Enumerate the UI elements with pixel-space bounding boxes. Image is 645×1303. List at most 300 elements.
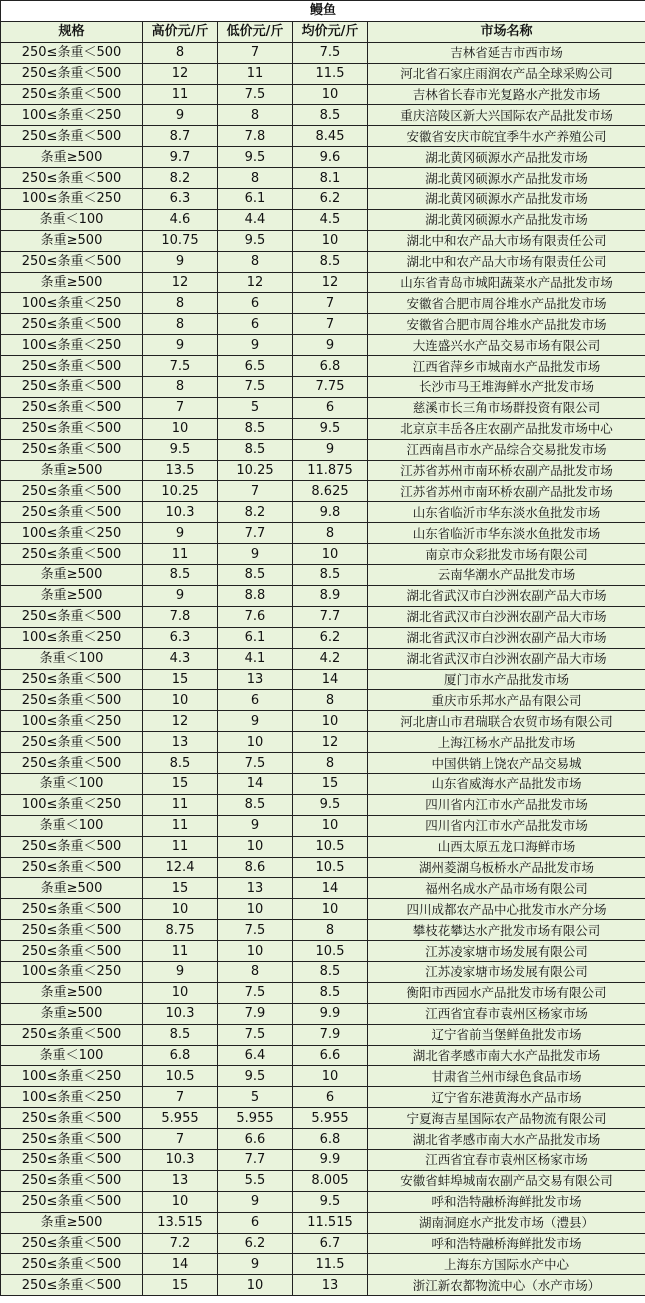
low-price-cell: 5 [218, 1087, 293, 1108]
avg-price-cell: 7 [293, 314, 368, 335]
table-row [1, 941, 645, 962]
market-name-cell: 山东省青岛市城阳蔬菜水产品批发市场 [368, 272, 645, 293]
table-row [1, 606, 645, 627]
table-row [1, 42, 645, 63]
table-row [1, 272, 645, 293]
avg-price-cell: 10 [293, 815, 368, 836]
market-name-cell: 湖北省武汉市白沙洲农副产品大市场 [368, 648, 645, 669]
table-row [1, 1024, 645, 1045]
market-name-cell: 云南华潮水产品批发市场 [368, 565, 645, 586]
low-price-cell: 7.5 [218, 377, 293, 398]
high-price-cell: 8.5 [143, 1024, 218, 1045]
high-price-cell: 8 [143, 314, 218, 335]
low-price-cell: 13 [218, 669, 293, 690]
spec-cell: 250≤条重＜500 [1, 857, 143, 878]
spec-cell: 250≤条重＜500 [1, 1191, 143, 1212]
avg-price-cell: 8.5 [293, 961, 368, 982]
low-price-cell: 8.8 [218, 585, 293, 606]
low-price-cell: 6.5 [218, 356, 293, 377]
spec-cell: 250≤条重＜500 [1, 356, 143, 377]
avg-price-cell: 15 [293, 773, 368, 794]
spec-cell: 250≤条重＜500 [1, 377, 143, 398]
high-price-cell: 7 [143, 397, 218, 418]
avg-price-cell: 10 [293, 1066, 368, 1087]
market-name-cell: 衡阳市西园水产品批发市场有限公司 [368, 982, 645, 1003]
high-price-cell: 14 [143, 1254, 218, 1275]
market-name-cell: 浙江新农都物流中心（水产市场） [368, 1275, 645, 1296]
high-price-cell: 4.6 [143, 209, 218, 230]
low-price-cell: 10 [218, 836, 293, 857]
table-row [1, 356, 645, 377]
avg-price-cell: 11.875 [293, 460, 368, 481]
avg-price-cell: 8.625 [293, 481, 368, 502]
market-name-cell: 慈溪市长三角市场群投资有限公司 [368, 397, 645, 418]
avg-price-cell: 8 [293, 753, 368, 774]
table-row [1, 794, 645, 815]
avg-price-cell: 9.8 [293, 502, 368, 523]
market-name-cell: 辽宁省东港黄海水产品市场 [368, 1087, 645, 1108]
table-row [1, 126, 645, 147]
spec-cell: 100≤条重＜250 [1, 794, 143, 815]
high-price-cell: 9.5 [143, 439, 218, 460]
low-price-cell: 8.6 [218, 857, 293, 878]
market-name-cell: 呼和浩特融桥海鲜批发市场 [368, 1191, 645, 1212]
spec-cell: 100≤条重＜250 [1, 711, 143, 732]
spec-cell: 250≤条重＜500 [1, 669, 143, 690]
table-row [1, 230, 645, 251]
avg-price-cell: 9.5 [293, 418, 368, 439]
spec-cell: 100≤条重＜250 [1, 189, 143, 210]
market-name-cell: 湖北黄冈硕源水产品批发市场 [368, 209, 645, 230]
market-name-cell: 重庆市乐邦水产品有限公司 [368, 690, 645, 711]
low-price-cell: 9.5 [218, 147, 293, 168]
low-price-cell: 6 [218, 314, 293, 335]
spec-cell: 250≤条重＜500 [1, 84, 143, 105]
high-price-cell: 7.2 [143, 1233, 218, 1254]
market-name-cell: 攀枝花攀达水产批发市场有限公司 [368, 920, 645, 941]
avg-price-cell: 9 [293, 439, 368, 460]
table-row [1, 690, 645, 711]
avg-price-cell: 9 [293, 335, 368, 356]
table-row [1, 168, 645, 189]
table-row [1, 1233, 645, 1254]
low-price-cell: 5.5 [218, 1170, 293, 1191]
avg-price-cell: 8.9 [293, 585, 368, 606]
low-price-cell: 10.25 [218, 460, 293, 481]
table-row [1, 544, 645, 565]
table-row [1, 857, 645, 878]
spec-cell: 250≤条重＜500 [1, 836, 143, 857]
high-price-cell: 12 [143, 63, 218, 84]
table-row [1, 63, 645, 84]
avg-price-cell: 12 [293, 732, 368, 753]
high-price-cell: 8.5 [143, 565, 218, 586]
spec-cell: 条重＜100 [1, 815, 143, 836]
spec-cell: 100≤条重＜250 [1, 627, 143, 648]
low-price-cell: 11 [218, 63, 293, 84]
high-price-cell: 6.3 [143, 189, 218, 210]
market-name-cell: 湖北黄冈硕源水产品批发市场 [368, 147, 645, 168]
avg-price-cell: 10.5 [293, 836, 368, 857]
avg-price-cell: 13 [293, 1275, 368, 1296]
table-row [1, 585, 645, 606]
market-name-cell: 上海江杨水产品批发市场 [368, 732, 645, 753]
spec-cell: 条重≥500 [1, 1212, 143, 1233]
table-row [1, 1108, 645, 1129]
high-price-cell: 8.7 [143, 126, 218, 147]
avg-price-cell: 10 [293, 711, 368, 732]
low-price-cell: 7.8 [218, 126, 293, 147]
market-name-cell: 湖州菱湖乌板桥水产品批发市场 [368, 857, 645, 878]
table-row [1, 1066, 645, 1087]
table-row [1, 1170, 645, 1191]
table-row [1, 335, 645, 356]
avg-price-cell: 11.5 [293, 63, 368, 84]
header-low-price: 低价元/斤 [218, 21, 293, 42]
table-row [1, 753, 645, 774]
spec-cell: 250≤条重＜500 [1, 502, 143, 523]
table-row [1, 502, 645, 523]
spec-cell: 250≤条重＜500 [1, 126, 143, 147]
low-price-cell: 9 [218, 1254, 293, 1275]
table-title: 鳗鱼 [1, 1, 645, 22]
avg-price-cell: 8 [293, 920, 368, 941]
avg-price-cell: 6.6 [293, 1045, 368, 1066]
spec-cell: 250≤条重＜500 [1, 418, 143, 439]
spec-cell: 250≤条重＜500 [1, 397, 143, 418]
table-row [1, 878, 645, 899]
table-row [1, 460, 645, 481]
avg-price-cell: 10 [293, 84, 368, 105]
spec-cell: 条重≥500 [1, 272, 143, 293]
low-price-cell: 8 [218, 961, 293, 982]
avg-price-cell: 10.5 [293, 857, 368, 878]
table-row [1, 251, 645, 272]
low-price-cell: 9.5 [218, 1066, 293, 1087]
market-name-cell: 河北省石家庄雨润农产品全球采购公司 [368, 63, 645, 84]
avg-price-cell: 9.9 [293, 1003, 368, 1024]
spec-cell: 条重＜100 [1, 648, 143, 669]
market-name-cell: 江西省宜春市袁州区杨家市场 [368, 1149, 645, 1170]
header-market-name: 市场名称 [368, 21, 645, 42]
market-name-cell: 厦门市水产品批发市场 [368, 669, 645, 690]
high-price-cell: 9.7 [143, 147, 218, 168]
market-name-cell: 福州名成水产品市场有限公司 [368, 878, 645, 899]
table-row [1, 1149, 645, 1170]
market-name-cell: 安徽省蚌埠城南农副产品交易有限公司 [368, 1170, 645, 1191]
avg-price-cell: 10 [293, 544, 368, 565]
market-name-cell: 湖北省武汉市白沙洲农副产品大市场 [368, 627, 645, 648]
high-price-cell: 12 [143, 272, 218, 293]
spec-cell: 100≤条重＜250 [1, 961, 143, 982]
high-price-cell: 5.955 [143, 1108, 218, 1129]
high-price-cell: 12 [143, 711, 218, 732]
high-price-cell: 7 [143, 1129, 218, 1150]
avg-price-cell: 10 [293, 230, 368, 251]
table-row [1, 627, 645, 648]
avg-price-cell: 5.955 [293, 1108, 368, 1129]
spec-cell: 250≤条重＜500 [1, 941, 143, 962]
spec-cell: 250≤条重＜500 [1, 251, 143, 272]
low-price-cell: 9 [218, 1191, 293, 1212]
avg-price-cell: 14 [293, 878, 368, 899]
avg-price-cell: 7.9 [293, 1024, 368, 1045]
spec-cell: 条重＜100 [1, 1045, 143, 1066]
avg-price-cell: 14 [293, 669, 368, 690]
low-price-cell: 7.7 [218, 523, 293, 544]
spec-cell: 250≤条重＜500 [1, 1254, 143, 1275]
spec-cell: 条重≥500 [1, 230, 143, 251]
low-price-cell: 8 [218, 105, 293, 126]
market-name-cell: 大连盛兴水产品交易市场有限公司 [368, 335, 645, 356]
low-price-cell: 8.5 [218, 565, 293, 586]
high-price-cell: 13 [143, 732, 218, 753]
avg-price-cell: 7.75 [293, 377, 368, 398]
high-price-cell: 15 [143, 773, 218, 794]
avg-price-cell: 7.5 [293, 42, 368, 63]
high-price-cell: 11 [143, 941, 218, 962]
market-name-cell: 湖北黄冈硕源水产品批发市场 [368, 189, 645, 210]
avg-price-cell: 8.5 [293, 565, 368, 586]
low-price-cell: 8 [218, 251, 293, 272]
table-row [1, 836, 645, 857]
high-price-cell: 11 [143, 544, 218, 565]
low-price-cell: 5 [218, 397, 293, 418]
high-price-cell: 10 [143, 1191, 218, 1212]
high-price-cell: 10.3 [143, 1149, 218, 1170]
spec-cell: 100≤条重＜250 [1, 523, 143, 544]
avg-price-cell: 8.5 [293, 251, 368, 272]
table-row [1, 397, 645, 418]
spec-cell: 250≤条重＜500 [1, 1170, 143, 1191]
table-row [1, 920, 645, 941]
avg-price-cell: 8.5 [293, 105, 368, 126]
spec-cell: 250≤条重＜500 [1, 481, 143, 502]
low-price-cell: 12 [218, 272, 293, 293]
high-price-cell: 13 [143, 1170, 218, 1191]
low-price-cell: 9 [218, 815, 293, 836]
table-row [1, 711, 645, 732]
high-price-cell: 11 [143, 84, 218, 105]
high-price-cell: 15 [143, 1275, 218, 1296]
market-name-cell: 长沙市马王堆海鲜水产批发市场 [368, 377, 645, 398]
market-name-cell: 湖北省武汉市白沙洲农副产品大市场 [368, 585, 645, 606]
table-row [1, 293, 645, 314]
spec-cell: 250≤条重＜500 [1, 1129, 143, 1150]
avg-price-cell: 8 [293, 690, 368, 711]
spec-cell: 250≤条重＜500 [1, 920, 143, 941]
market-name-cell: 江苏省苏州市南环桥农副产品批发市场 [368, 481, 645, 502]
avg-price-cell: 12 [293, 272, 368, 293]
table-row [1, 523, 645, 544]
spec-cell: 250≤条重＜500 [1, 1024, 143, 1045]
spec-cell: 250≤条重＜500 [1, 42, 143, 63]
market-name-cell: 湖北省孝感市南大水产品批发市场 [368, 1045, 645, 1066]
avg-price-cell: 11.5 [293, 1254, 368, 1275]
market-name-cell: 湖北中和农产品大市场有限责任公司 [368, 251, 645, 272]
market-name-cell: 北京京丰岳各庄农副产品批发市场中心 [368, 418, 645, 439]
spec-cell: 250≤条重＜500 [1, 1149, 143, 1170]
table-row [1, 565, 645, 586]
market-name-cell: 甘肃省兰州市绿色食品市场 [368, 1066, 645, 1087]
high-price-cell: 9 [143, 105, 218, 126]
market-name-cell: 中国供销上饶农产品交易城 [368, 753, 645, 774]
high-price-cell: 4.3 [143, 648, 218, 669]
market-name-cell: 宁夏海吉星国际农产品物流有限公司 [368, 1108, 645, 1129]
high-price-cell: 9 [143, 961, 218, 982]
avg-price-cell: 8.1 [293, 168, 368, 189]
high-price-cell: 6.8 [143, 1045, 218, 1066]
spec-cell: 250≤条重＜500 [1, 732, 143, 753]
table-row [1, 1254, 645, 1275]
spec-cell: 250≤条重＜500 [1, 544, 143, 565]
market-name-cell: 四川省内江市水产品批发市场 [368, 794, 645, 815]
low-price-cell: 8.5 [218, 418, 293, 439]
market-name-cell: 辽宁省前当堡鲜鱼批发市场 [368, 1024, 645, 1045]
avg-price-cell: 11.515 [293, 1212, 368, 1233]
table-row [1, 1129, 645, 1150]
high-price-cell: 8 [143, 293, 218, 314]
high-price-cell: 13.515 [143, 1212, 218, 1233]
high-price-cell: 9 [143, 585, 218, 606]
low-price-cell: 7.9 [218, 1003, 293, 1024]
market-name-cell: 吉林省长春市光复路水产批发市场 [368, 84, 645, 105]
table-title-row [1, 1, 645, 22]
market-name-cell: 江西省萍乡市城南水产品批发市场 [368, 356, 645, 377]
table-row [1, 1275, 645, 1296]
spec-cell: 100≤条重＜250 [1, 1087, 143, 1108]
high-price-cell: 7.8 [143, 606, 218, 627]
table-row [1, 899, 645, 920]
table-row [1, 377, 645, 398]
low-price-cell: 10 [218, 1275, 293, 1296]
high-price-cell: 15 [143, 669, 218, 690]
table-row [1, 1003, 645, 1024]
avg-price-cell: 10.5 [293, 941, 368, 962]
table-row [1, 1087, 645, 1108]
high-price-cell: 8.5 [143, 753, 218, 774]
avg-price-cell: 9.9 [293, 1149, 368, 1170]
spec-cell: 条重≥500 [1, 1003, 143, 1024]
table-row [1, 418, 645, 439]
low-price-cell: 7.7 [218, 1149, 293, 1170]
market-name-cell: 湖北中和农产品大市场有限责任公司 [368, 230, 645, 251]
avg-price-cell: 4.2 [293, 648, 368, 669]
market-name-cell: 山东省威海水产品批发市场 [368, 773, 645, 794]
table-row [1, 481, 645, 502]
low-price-cell: 10 [218, 941, 293, 962]
table-row [1, 189, 645, 210]
low-price-cell: 14 [218, 773, 293, 794]
low-price-cell: 9 [218, 711, 293, 732]
table-row [1, 209, 645, 230]
spec-cell: 100≤条重＜250 [1, 105, 143, 126]
table-row [1, 147, 645, 168]
spec-cell: 条重≥500 [1, 982, 143, 1003]
avg-price-cell: 6 [293, 1087, 368, 1108]
high-price-cell: 11 [143, 815, 218, 836]
low-price-cell: 10 [218, 899, 293, 920]
table-row [1, 84, 645, 105]
market-name-cell: 吉林省延吉市西市场 [368, 42, 645, 63]
high-price-cell: 13.5 [143, 460, 218, 481]
low-price-cell: 6 [218, 1212, 293, 1233]
market-name-cell: 河北唐山市君瑞联合农贸市场有限公司 [368, 711, 645, 732]
spec-cell: 250≤条重＜500 [1, 1233, 143, 1254]
low-price-cell: 6.1 [218, 627, 293, 648]
spec-cell: 条重≥500 [1, 585, 143, 606]
low-price-cell: 8.2 [218, 502, 293, 523]
header-row [1, 21, 645, 42]
low-price-cell: 7.5 [218, 84, 293, 105]
table-row [1, 1212, 645, 1233]
avg-price-cell: 9.6 [293, 147, 368, 168]
market-name-cell: 江西南昌市水产品综合交易批发市场 [368, 439, 645, 460]
high-price-cell: 6.3 [143, 627, 218, 648]
market-name-cell: 呼和浩特融桥海鲜批发市场 [368, 1233, 645, 1254]
low-price-cell: 7.5 [218, 982, 293, 1003]
high-price-cell: 9 [143, 335, 218, 356]
low-price-cell: 9 [218, 544, 293, 565]
table-row [1, 314, 645, 335]
high-price-cell: 10 [143, 690, 218, 711]
table-row [1, 732, 645, 753]
low-price-cell: 6 [218, 690, 293, 711]
spec-cell: 100≤条重＜250 [1, 1066, 143, 1087]
table-row [1, 773, 645, 794]
low-price-cell: 9 [218, 335, 293, 356]
header-high-price: 高价元/斤 [143, 21, 218, 42]
low-price-cell: 5.955 [218, 1108, 293, 1129]
spec-cell: 条重＜100 [1, 209, 143, 230]
spec-cell: 条重≥500 [1, 147, 143, 168]
avg-price-cell: 6.2 [293, 189, 368, 210]
avg-price-cell: 6.8 [293, 1129, 368, 1150]
spec-cell: 250≤条重＜500 [1, 168, 143, 189]
spec-cell: 条重＜100 [1, 773, 143, 794]
spec-cell: 250≤条重＜500 [1, 1275, 143, 1296]
table-row [1, 669, 645, 690]
table-body [1, 42, 645, 1295]
avg-price-cell: 7 [293, 293, 368, 314]
high-price-cell: 12.4 [143, 857, 218, 878]
market-name-cell: 湖北省孝感市南大水产品批发市场 [368, 1129, 645, 1150]
low-price-cell: 6.4 [218, 1045, 293, 1066]
avg-price-cell: 9.5 [293, 794, 368, 815]
market-name-cell: 山东省临沂市华东淡水鱼批发市场 [368, 502, 645, 523]
market-name-cell: 南京市众彩批发市场有限公司 [368, 544, 645, 565]
avg-price-cell: 8.5 [293, 982, 368, 1003]
high-price-cell: 10.75 [143, 230, 218, 251]
market-name-cell: 安徽省合肥市周谷堆水产品批发市场 [368, 314, 645, 335]
spec-cell: 250≤条重＜500 [1, 690, 143, 711]
high-price-cell: 9 [143, 251, 218, 272]
low-price-cell: 7 [218, 42, 293, 63]
high-price-cell: 8 [143, 377, 218, 398]
avg-price-cell: 6.2 [293, 627, 368, 648]
spec-cell: 100≤条重＜250 [1, 335, 143, 356]
high-price-cell: 10 [143, 982, 218, 1003]
avg-price-cell: 7.7 [293, 606, 368, 627]
table-row [1, 961, 645, 982]
avg-price-cell: 8.005 [293, 1170, 368, 1191]
spec-cell: 250≤条重＜500 [1, 1108, 143, 1129]
market-name-cell: 安徽省合肥市周谷堆水产品批发市场 [368, 293, 645, 314]
high-price-cell: 8 [143, 42, 218, 63]
low-price-cell: 7.6 [218, 606, 293, 627]
header-avg-price: 均价元/斤 [293, 21, 368, 42]
market-name-cell: 山东省临沂市华东淡水鱼批发市场 [368, 523, 645, 544]
